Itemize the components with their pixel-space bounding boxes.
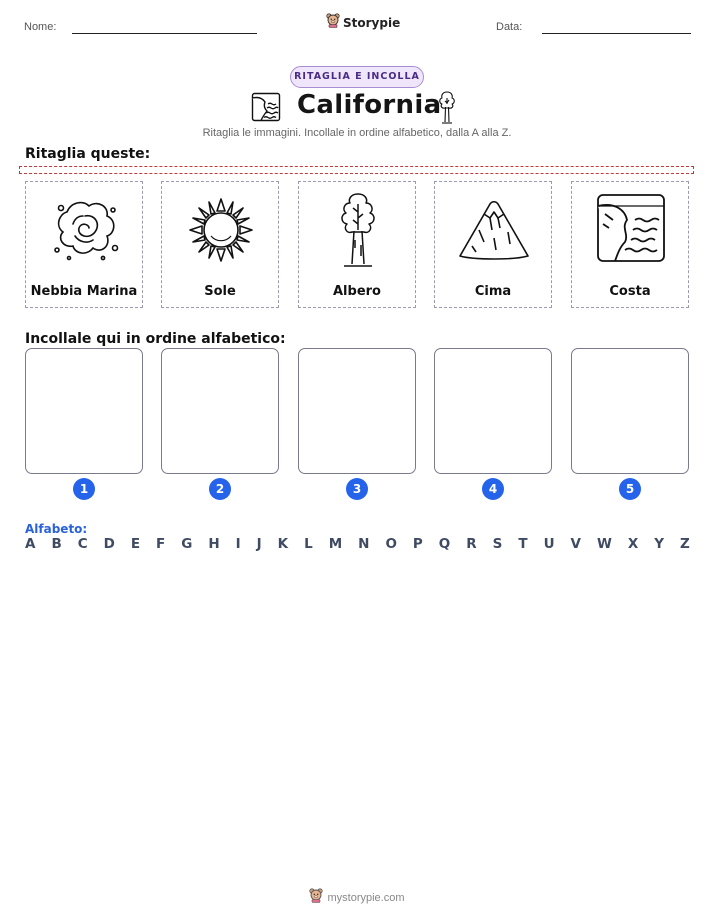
date-field-line[interactable] — [542, 33, 691, 34]
alphabet-letter: B — [51, 536, 62, 552]
cut-section-heading: Ritaglia queste: — [25, 146, 151, 162]
alphabet-letter: N — [358, 536, 370, 552]
alphabet-letter: Q — [438, 536, 451, 552]
alphabet-letter: D — [103, 536, 115, 552]
alphabet-letter: Z — [680, 536, 690, 552]
alphabet-letter: T — [518, 536, 528, 552]
alphabet-letter: P — [412, 536, 423, 552]
alphabet-letter: X — [627, 536, 639, 552]
paste-slot-1[interactable] — [25, 348, 143, 474]
bear-icon — [309, 888, 323, 907]
alphabet-letter: E — [130, 536, 141, 552]
slot-number-badge: 1 — [73, 478, 95, 500]
alphabet-letter: H — [208, 536, 220, 552]
alphabet-letter: U — [543, 536, 555, 552]
cut-card-albero[interactable] — [298, 181, 416, 308]
cut-card-costa[interactable] — [571, 181, 689, 308]
slot-number-badge: 5 — [619, 478, 641, 500]
paste-slot-5[interactable] — [571, 348, 689, 474]
card-label: Nebbia Marina — [30, 284, 138, 299]
paste-slot-3[interactable] — [298, 348, 416, 474]
alphabet-letter: A — [25, 536, 36, 552]
paste-slot-2[interactable] — [161, 348, 279, 474]
alphabet-letter: G — [181, 536, 193, 552]
alphabet-letter: V — [570, 536, 581, 552]
name-field-line[interactable] — [72, 33, 257, 34]
coast-icon — [591, 190, 671, 270]
fog-icon — [45, 190, 125, 270]
tree-icon — [437, 90, 457, 128]
alphabet-letter: K — [277, 536, 289, 552]
brand-name: Storypie — [343, 15, 401, 30]
instructions: Ritaglia le immagini. Incollale in ordine alfabetico, dalla A alla Z. — [202, 127, 512, 139]
alphabet-title: Alfabeto: — [25, 522, 88, 536]
bear-icon — [326, 13, 340, 32]
coast-icon — [251, 92, 281, 126]
brand-logo — [326, 13, 400, 32]
alphabet-letter: F — [156, 536, 166, 552]
card-label: Albero — [333, 284, 381, 299]
alphabet-letter: C — [77, 536, 88, 552]
paste-slot-4[interactable] — [434, 348, 552, 474]
alphabet-letter: M — [328, 536, 343, 552]
alphabet-letter: W — [596, 536, 612, 552]
name-label: Nome: — [24, 21, 57, 33]
alphabet-letter: L — [304, 536, 313, 552]
alphabet-letter: S — [492, 536, 503, 552]
slot-number-badge: 4 — [482, 478, 504, 500]
alphabet-letter: I — [235, 536, 241, 552]
alphabet-letter: O — [385, 536, 397, 552]
page-title: California — [297, 90, 442, 120]
cut-card-cima[interactable] — [434, 181, 552, 308]
mountain-peak-icon — [454, 190, 534, 270]
card-label: Cima — [474, 284, 512, 299]
cut-card-nebbia-marina[interactable] — [25, 181, 143, 308]
date-label: Data: — [496, 21, 523, 33]
footer-url[interactable]: mystorypie.com — [327, 891, 405, 904]
paste-section-heading: Incollale qui in ordine alfabetico: — [25, 331, 286, 347]
cut-card-sole[interactable] — [161, 181, 279, 308]
card-label: Costa — [609, 284, 651, 299]
alphabet-row — [25, 536, 690, 552]
alphabet-letter: Y — [654, 536, 665, 552]
sun-icon — [181, 190, 261, 270]
slot-number-badge: 2 — [209, 478, 231, 500]
footer — [0, 888, 714, 907]
tree-icon — [318, 190, 398, 270]
card-label: Sole — [204, 284, 236, 299]
alphabet-letter: J — [256, 536, 262, 552]
activity-badge: RITAGLIA E INCOLLA — [290, 66, 424, 88]
cut-line — [19, 166, 694, 174]
alphabet-letter: R — [466, 536, 477, 552]
slot-number-badge: 3 — [346, 478, 368, 500]
